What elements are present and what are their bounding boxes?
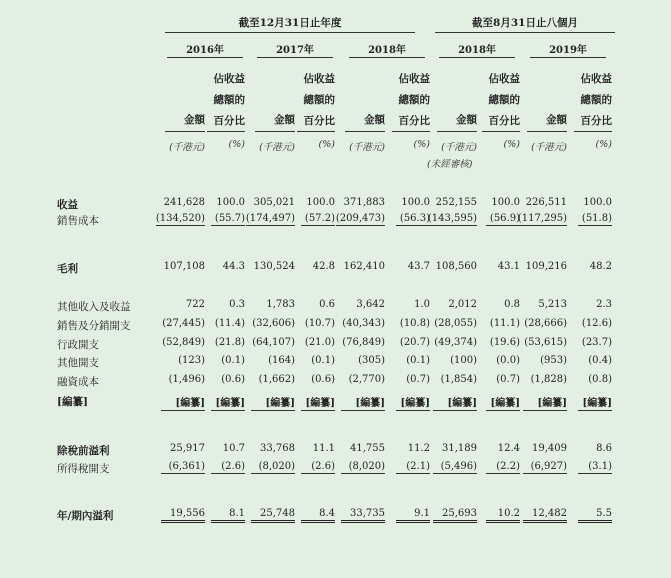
column-header-rule [574,131,612,132]
percentage-column-header: 總額的 [398,94,430,106]
unit-label-percent: (%) [228,139,245,150]
table-cell-value: [編纂] [396,394,430,411]
table-cell-value: (5,496) [433,461,477,474]
table-cell: 100.0 [583,197,612,208]
table-cell-value: 33,735 [341,508,385,523]
table-cell: (0.6) [311,374,335,385]
table-cell: 2,012 [448,299,477,310]
row-label: 融資成本 [57,376,99,388]
percentage-column-header: 佔收益 [488,73,520,85]
percentage-column-header: 佔收益 [398,73,430,85]
table-cell: (123) [178,355,205,366]
table-cell: (164) [268,355,295,366]
table-cell: 371,883 [343,197,385,208]
unit-label-amount: (千港元) [169,142,205,153]
table-cell-value: (209,473) [335,213,385,224]
row-label: 所得稅開支 [57,463,110,475]
table-cell [552,394,612,411]
table-cell-value: 19,556 [161,508,205,523]
group-header-eight-months: 截至8月31日止八個月 [472,17,578,29]
table-cell: 130,524 [253,261,295,272]
table-cell: (0.4) [588,355,612,366]
percentage-column-header: 百分比 [398,115,430,127]
unit-label-amount: (千港元) [531,142,567,153]
table-cell: 19,409 [532,443,567,454]
table-cell-value: (6,361) [161,461,205,474]
year-header-rule [167,57,243,58]
amount-column-header: 金額 [274,114,295,126]
table-cell: 41,755 [350,443,385,454]
year-header-rule [257,57,333,58]
table-cell: (1,828) [530,374,567,385]
table-cell: 1.0 [414,299,430,310]
percentage-column-header: 百分比 [303,115,335,127]
unit-label-percent: (%) [595,139,612,150]
column-header-rule [482,131,520,132]
table-cell: 42.8 [312,261,335,272]
table-cell: (28,666) [524,318,567,329]
table-cell: 10.7 [222,443,245,454]
column-header-rule [207,131,245,132]
year-header-rule [349,57,425,58]
unit-label-amount: (千港元) [349,142,385,153]
percentage-column-header: 百分比 [580,115,612,127]
percentage-column-header: 總額的 [213,94,245,106]
table-cell: 43.1 [497,261,520,272]
year-header: 2016年 [186,45,224,56]
table-cell-value: [編纂] [341,394,385,411]
table-cell: (0.1) [311,355,335,366]
table-cell: (11.1) [489,318,520,329]
table-cell: (27,445) [162,318,205,329]
table-cell: (0.0) [496,355,520,366]
table-cell: 31,189 [442,443,477,454]
table-cell-value: (174,497) [245,213,295,224]
table-cell: (28,055) [434,318,477,329]
percentage-column-header: 佔收益 [303,73,335,85]
year-header-rule [530,57,606,58]
percentage-column-header: 百分比 [488,115,520,127]
table-cell: 8.6 [596,443,612,454]
table-cell: 11.2 [407,443,430,454]
row-label: 年/期內溢利 [57,510,114,522]
table-cell [552,508,612,523]
row-label: 除稅前溢利 [57,445,110,457]
table-cell-value: (2.6) [211,461,245,474]
unit-label-amount: (千港元) [441,142,477,153]
table-cell-value: (6,927) [523,461,567,474]
table-cell: 722 [185,299,205,310]
table-cell: (12.6) [581,318,612,329]
table-cell: (53,615) [524,337,567,348]
year-header-rule [439,57,515,58]
table-cell-value: [編纂] [211,394,245,411]
table-cell: (32,606) [252,318,295,329]
table-cell: 3,642 [356,299,385,310]
table-cell: (305) [358,355,385,366]
table-cell: (1,662) [258,374,295,385]
amount-column-header: 金額 [184,114,205,126]
table-cell-value: [編纂] [301,394,335,411]
table-cell: (76,849) [342,337,385,348]
table-cell: 252,155 [435,197,477,208]
table-cell-value: (57.2) [301,213,335,226]
column-header-rule [392,131,430,132]
table-cell: 241,628 [163,197,205,208]
table-cell-value: 25,693 [433,508,477,523]
group-header-rule [165,32,415,33]
table-cell: (49,374) [434,337,477,348]
row-label: 行政開支 [57,339,99,351]
amount-column-header: 金額 [364,114,385,126]
year-header: 2018年 [458,45,496,56]
table-cell: 33,768 [260,443,295,454]
table-cell: (1,854) [440,374,477,385]
unit-label-percent: (%) [413,139,430,150]
row-label: 其他開支 [57,357,99,369]
table-cell: (21.0) [304,337,335,348]
table-cell: (0.7) [496,374,520,385]
percentage-column-header: 總額的 [580,94,612,106]
table-cell: (10.7) [304,318,335,329]
table-cell-value: (56.9) [486,213,520,226]
table-cell: 0.6 [319,299,335,310]
percentage-column-header: 佔收益 [213,73,245,85]
table-cell-value: (2.6) [301,461,335,474]
table-cell: 43.7 [407,261,430,272]
group-header-year-end: 截至12月31日止年度 [238,17,342,29]
table-cell-value: (51.8) [578,213,612,226]
table-cell: 11.1 [312,443,335,454]
table-cell-value: 12,482 [523,508,567,523]
column-header-rule [297,131,335,132]
table-cell: 100.0 [401,197,430,208]
table-cell: (23.7) [581,337,612,348]
table-cell: 0.8 [504,299,520,310]
table-cell: 162,410 [343,261,385,272]
percentage-column-header: 總額的 [488,94,520,106]
table-cell: 109,216 [525,261,567,272]
table-cell: (11.4) [214,318,245,329]
table-cell-value: 10.2 [486,508,520,523]
table-cell: (0.1) [221,355,245,366]
table-cell: 48.2 [589,261,612,272]
column-header-rule [255,131,295,132]
table-cell: (2,770) [348,374,385,385]
column-header-rule [437,131,477,132]
row-label: 其他收入及收益 [57,301,131,313]
table-cell: 107,108 [163,261,205,272]
table-cell: 12.4 [497,443,520,454]
table-cell: (953) [540,355,567,366]
unit-label-percent: (%) [318,139,335,150]
percentage-column-header: 總額的 [303,94,335,106]
table-cell-value: [編纂] [523,394,567,411]
row-label: 收益 [57,199,78,211]
year-header: 2017年 [276,45,314,56]
group-header-rule [435,32,615,33]
table-cell-value: (56.3) [396,213,430,226]
year-header: 2019年 [549,45,587,56]
table-cell-value: (3.1) [578,461,612,474]
row-label: [編纂] [57,396,88,408]
column-header-rule [527,131,567,132]
amount-column-header: 金額 [546,114,567,126]
percentage-column-header: 百分比 [213,115,245,127]
table-cell: 100.0 [216,197,245,208]
table-cell-value: 25,748 [251,508,295,523]
table-cell-value: (8,020) [251,461,295,474]
table-cell-value: 5.5 [578,508,612,523]
table-cell: (0.7) [406,374,430,385]
table-cell-value: [編纂] [433,394,477,411]
table-cell [552,461,612,474]
table-cell: 108,560 [435,261,477,272]
column-header-rule [165,131,205,132]
table-cell: 44.3 [222,261,245,272]
table-cell-value: (8,020) [341,461,385,474]
table-cell-value: [編纂] [161,394,205,411]
table-cell: (19.6) [489,337,520,348]
year-header: 2018年 [368,45,406,56]
table-cell: 226,511 [525,197,567,208]
table-cell-value: 9.1 [396,508,430,523]
table-cell-value: (2.2) [486,461,520,474]
row-label: 毛利 [57,263,78,275]
table-cell: 305,021 [253,197,295,208]
row-label: 銷售及分銷開支 [57,320,131,332]
table-cell-value: (134,520) [155,213,205,224]
table-cell: (20.7) [399,337,430,348]
column-header-rule [345,131,385,132]
amount-column-header: 金額 [456,114,477,126]
table-cell: (0.8) [588,374,612,385]
table-cell-value: [編纂] [486,394,520,411]
table-cell: (0.1) [406,355,430,366]
row-label: 銷售成本 [57,215,99,227]
table-cell: (40,343) [342,318,385,329]
table-cell-value: (143,595) [427,213,477,224]
table-cell: 100.0 [491,197,520,208]
table-cell-value: (117,295) [517,213,567,224]
table-cell [552,213,612,226]
table-cell: (21.8) [214,337,245,348]
table-cell: (10.8) [399,318,430,329]
table-cell: 100.0 [306,197,335,208]
table-cell: (0.6) [221,374,245,385]
table-cell-value: 8.1 [211,508,245,523]
table-cell: 5,213 [538,299,567,310]
table-cell: 2.3 [596,299,612,310]
table-cell-value: (55.7) [211,213,245,226]
table-cell: 1,783 [266,299,295,310]
table-cell-value: [編纂] [251,394,295,411]
table-cell: (52,849) [162,337,205,348]
table-cell-value: 8.4 [301,508,335,523]
percentage-column-header: 佔收益 [580,73,612,85]
table-cell-value: (2.1) [396,461,430,474]
unaudited-label: (未經審核) [427,159,473,170]
table-cell: 25,917 [170,443,205,454]
unit-label-amount: (千港元) [259,142,295,153]
table-cell-value: [編纂] [578,394,612,411]
table-cell: (64,107) [252,337,295,348]
table-cell: (100) [450,355,477,366]
table-cell: (1,496) [168,374,205,385]
table-cell: 0.3 [229,299,245,310]
unit-label-percent: (%) [503,139,520,150]
